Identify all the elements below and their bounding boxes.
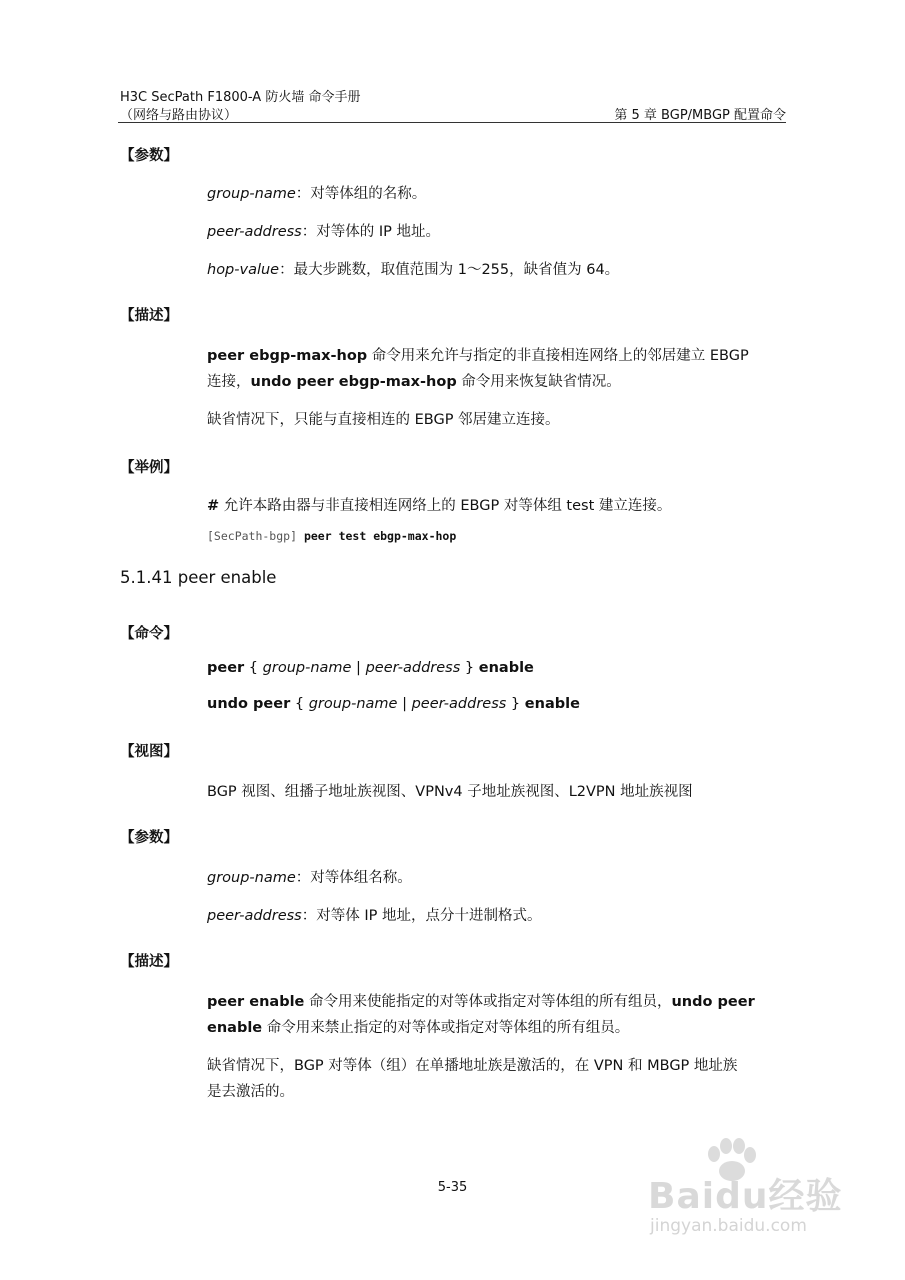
command-heading: 【命令】 [120,626,178,642]
syntax-brace: { [244,660,263,676]
view-heading: 【视图】 [120,744,178,760]
syntax-brace: { [290,696,309,712]
params-heading: 【参数】 [120,830,178,846]
param-group-name [207,182,426,203]
param-desc: ：对等体组的名称。 [295,186,427,202]
param-term: group-name [207,870,296,886]
description-text: 命令用来允许与指定的非直接相连网络上的邻居建立 EBGP [367,348,749,364]
syntax-arg: group-name [262,660,352,676]
example-code [207,529,456,543]
command-keyword: undo peer [207,696,291,712]
description-text: 连接， [207,374,251,390]
cli-command: peer test ebgp-max-hop [303,529,457,543]
description-line [207,990,755,1011]
syntax-arg: peer-address [411,696,507,712]
syntax-separator: | [351,660,366,676]
description-text: 命令用来禁止指定的对等体或指定对等体组的所有组员。 [262,1020,630,1036]
param-group-name [207,866,412,887]
syntax-separator: | [397,696,412,712]
header-manual-title: H3C SecPath F1800-A 防火墙 命令手册 [120,90,361,105]
command-keyword: peer [207,660,245,676]
description-heading: 【描述】 [120,308,178,324]
header-divider [118,122,786,123]
comment-mark: # [207,498,220,514]
command-syntax-undo [207,696,580,712]
header-chapter-title: 第 5 章 BGP/MBGP 配置命令 [614,108,786,123]
description-text: 命令用来使能指定的对等体或指定对等体组的所有组员， [304,994,672,1010]
param-desc: ：最大步跳数，取值范围为 1～255，缺省值为 64。 [279,262,620,278]
description-default: 缺省情况下，BGP 对等体（组）在单播地址族是激活的，在 VPN 和 MBGP 地址族 [207,1058,738,1074]
example-heading: 【举例】 [120,460,178,476]
header-manual-subtitle: （网络与路由协议） [120,108,238,123]
watermark-url: jingyan.baidu.com [650,1216,807,1236]
page-number: 5-35 [437,1180,468,1195]
command-keyword: peer ebgp-max-hop [207,348,368,364]
param-desc: ：对等体 IP 地址，点分十进制格式。 [301,908,542,924]
description-default-cont: 是去激活的。 [207,1084,294,1100]
command-keyword: undo peer ebgp-max-hop [250,374,457,390]
command-syntax [207,660,534,676]
command-keyword: enable [478,660,534,676]
syntax-brace: } [506,696,525,712]
cli-prompt: [SecPath-bgp] [207,529,298,543]
param-term: group-name [207,186,296,202]
section-title: 5.1.41 peer enable [120,568,277,587]
view-text: BGP 视图、组播子地址族视图、VPNv4 子地址族视图、L2VPN 地址族视图 [207,784,693,800]
syntax-arg: peer-address [365,660,461,676]
description-line [207,370,621,391]
param-peer-address [207,904,541,925]
syntax-brace: } [460,660,479,676]
description-line [207,344,749,365]
param-peer-address [207,220,440,241]
watermark-brand: Baidu经验 [648,1176,843,1217]
comment-text: 允许本路由器与非直接相连网络上的 EBGP 对等体组 test 建立连接。 [219,498,672,514]
param-term: peer-address [207,908,302,924]
param-desc: ：对等体组名称。 [295,870,412,886]
param-term: hop-value [207,262,280,278]
baidu-watermark [640,1138,860,1248]
command-keyword: enable [524,696,580,712]
params-heading: 【参数】 [120,148,178,164]
description-text: 命令用来恢复缺省情况。 [456,374,621,390]
description-heading: 【描述】 [120,954,178,970]
description-default: 缺省情况下，只能与直接相连的 EBGP 邻居建立连接。 [207,412,560,428]
command-keyword: enable [207,1020,263,1036]
param-hop-value [207,258,619,279]
syntax-arg: group-name [308,696,398,712]
example-comment [207,494,671,515]
param-term: peer-address [207,224,302,240]
param-desc: ：对等体的 IP 地址。 [301,224,440,240]
command-keyword: undo peer [671,994,755,1010]
command-keyword: peer enable [207,994,305,1010]
description-line [207,1016,629,1037]
